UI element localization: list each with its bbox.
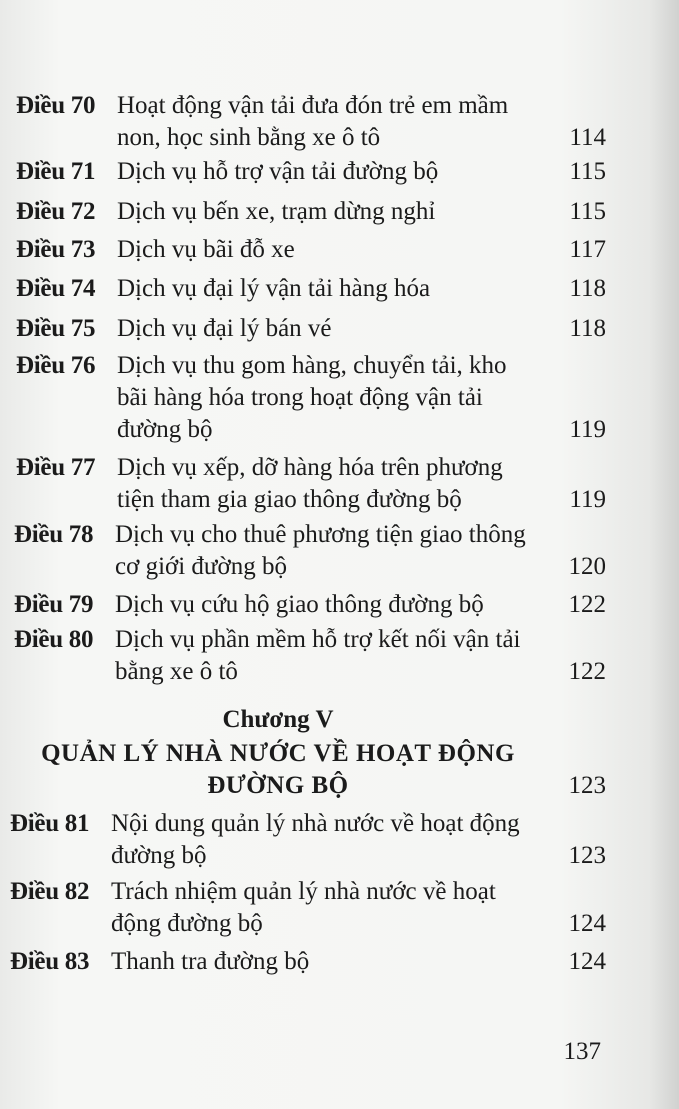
page-number: 124: [568, 910, 606, 937]
article-number: Điều 70: [16, 92, 96, 119]
article-number: Điều 71: [16, 158, 96, 185]
page-number: 123: [568, 842, 606, 869]
article-title-line: Dịch vụ cứu hộ giao thông đường bộ: [115, 591, 484, 618]
article-number: Điều 72: [16, 198, 96, 225]
article-title-line: Dịch vụ bến xe, trạm dừng nghỉ: [117, 198, 436, 225]
page-folio: 137: [563, 1038, 601, 1065]
article-title-line: Dịch vụ đại lý bán vé: [117, 315, 332, 342]
page-number: 122: [568, 591, 606, 618]
article-title-line: đường bộ: [111, 842, 207, 869]
page-number: 118: [569, 275, 606, 302]
article-title-line: Dịch vụ thu gom hàng, chuyển tải, kho: [117, 352, 507, 379]
article-title-line: Dịch vụ bãi đỗ xe: [117, 236, 295, 263]
article-number: Điều 81: [10, 810, 90, 837]
page-number: 115: [569, 158, 606, 185]
article-title-line: Nội dung quản lý nhà nước về hoạt động: [111, 810, 520, 837]
article-title-line: Thanh tra đường bộ: [111, 948, 310, 975]
page-number: 119: [569, 486, 606, 513]
article-title-line: Dịch vụ xếp, dỡ hàng hóa trên phương: [117, 454, 503, 481]
article-title-line: cơ giới đường bộ: [115, 553, 287, 580]
article-title-line: Dịch vụ hỗ trợ vận tải đường bộ: [117, 158, 439, 185]
chapter-title-line: QUẢN LÝ NHÀ NƯỚC VỀ HOẠT ĐỘNG: [41, 740, 515, 767]
article-title-line: đường bộ: [117, 416, 213, 443]
article-number: Điều 77: [16, 454, 96, 481]
article-title-line: Dịch vụ đại lý vận tải hàng hóa: [117, 275, 431, 302]
article-number: Điều 82: [10, 878, 90, 905]
page-number: 122: [568, 658, 606, 685]
article-number: Điều 75: [16, 315, 96, 342]
article-title-line: non, học sinh bằng xe ô tô: [117, 124, 381, 151]
page-number: 117: [569, 236, 606, 263]
page-number: 124: [568, 948, 606, 975]
article-title-line: Hoạt động vận tải đưa đón trẻ em mầm: [117, 92, 509, 119]
page-number: 119: [569, 416, 606, 443]
article-title-line: tiện tham gia giao thông đường bộ: [117, 486, 462, 513]
page-number: 118: [569, 315, 606, 342]
article-title-line: bãi hàng hóa trong hoạt động vận tải: [117, 384, 483, 411]
article-number: Điều 83: [10, 948, 90, 975]
chapter-title-line: ĐƯỜNG BỘ: [207, 772, 349, 799]
chapter-page-number: 123: [568, 772, 606, 799]
page-number: 115: [569, 198, 606, 225]
page-number: 120: [568, 553, 606, 580]
article-title-line: Trách nhiệm quản lý nhà nước về hoạt: [111, 878, 496, 905]
article-number: Điều 73: [16, 236, 96, 263]
chapter-label: Chương V: [222, 706, 334, 733]
article-number: Điều 76: [16, 352, 96, 379]
article-number: Điều 74: [16, 275, 96, 302]
page-number: 114: [569, 124, 606, 151]
article-title-line: động đường bộ: [111, 910, 263, 937]
article-title-line: Dịch vụ cho thuê phương tiện giao thông: [115, 521, 526, 548]
article-title-line: Dịch vụ phần mềm hỗ trợ kết nối vận tải: [115, 626, 521, 653]
article-title-line: bằng xe ô tô: [115, 658, 238, 685]
article-number: Điều 78: [14, 521, 94, 548]
article-number: Điều 80: [14, 626, 94, 653]
article-number: Điều 79: [14, 591, 94, 618]
